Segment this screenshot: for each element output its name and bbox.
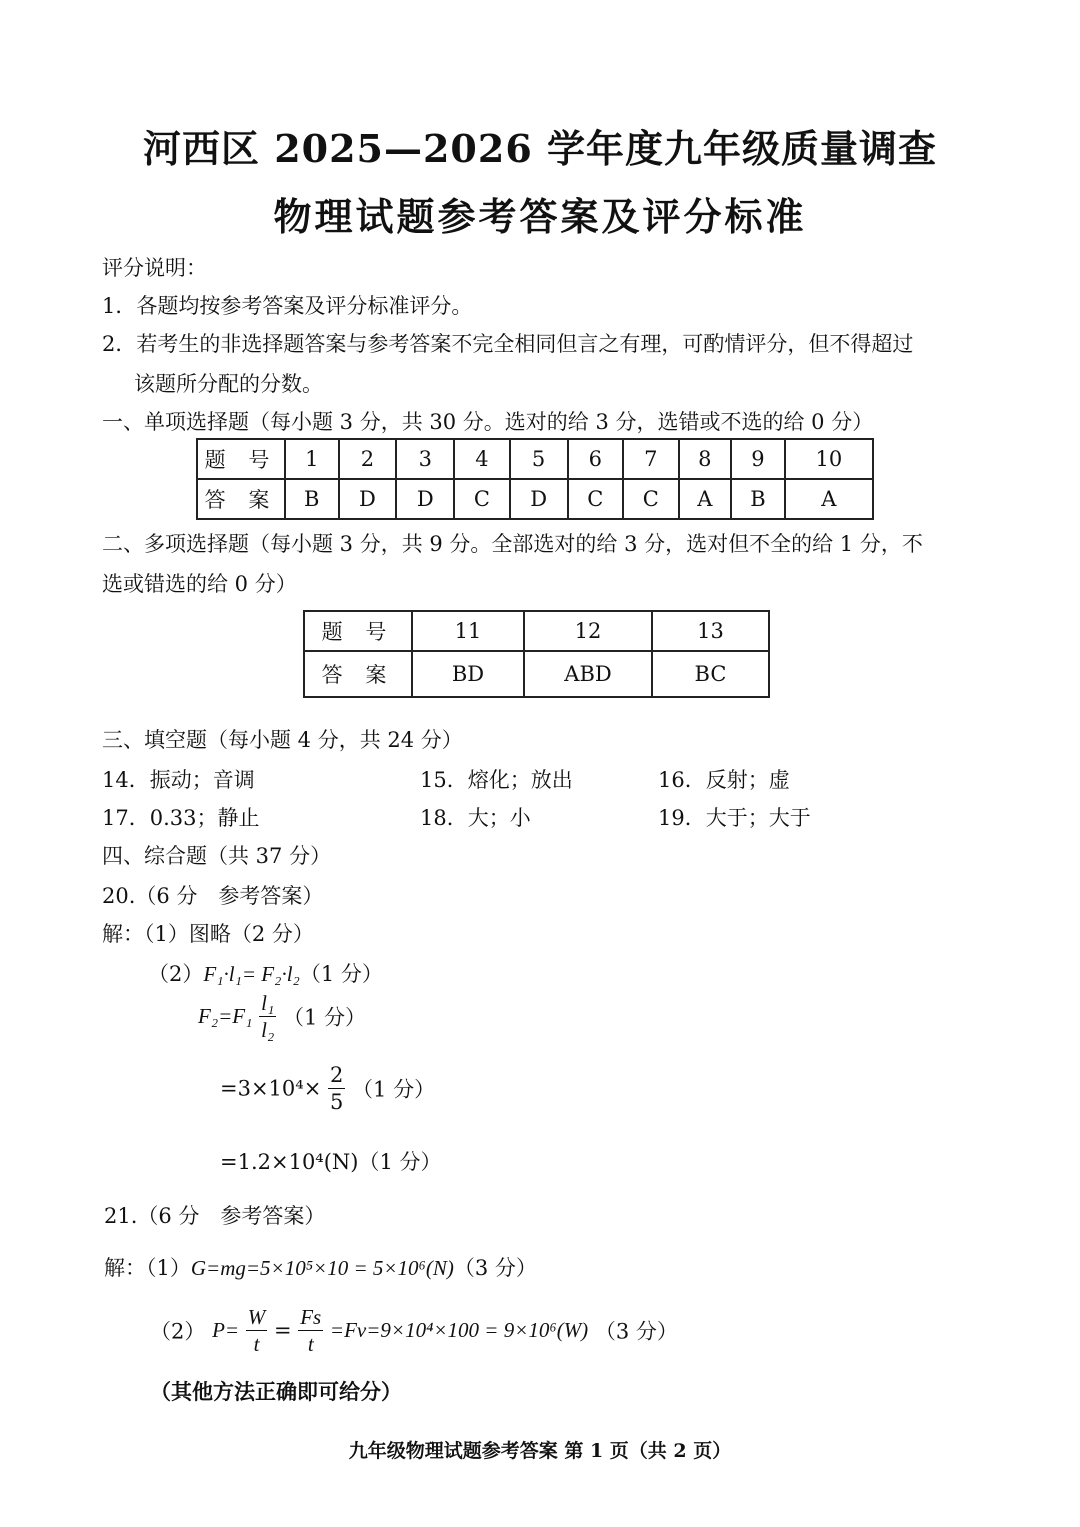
question-number: 5 [510, 439, 568, 479]
fraction-denominator: t [253, 1332, 260, 1356]
q21-part2-prefix: （2） [150, 1319, 206, 1344]
note-1: 1．各题均按参考答案及评分标准评分。 [102, 294, 473, 318]
answer-cell: B [731, 479, 785, 519]
question-number: 12 [524, 611, 652, 651]
question-number: 6 [568, 439, 623, 479]
q21-part2-rest: =Fv=9×10⁴×100 = 9×10⁶(W) [329, 1318, 589, 1342]
fraction-numerator: W [247, 1305, 266, 1329]
q21-fraction-w-over-t [246, 1304, 268, 1357]
section2-heading-cont: 选或错选的给 0 分） [102, 572, 297, 596]
q20-step3-fraction [328, 1062, 345, 1115]
table-row [197, 479, 873, 519]
fill-answer-15: 15．熔化；放出 [420, 768, 573, 792]
q20-step2-score: （1 分） [282, 1005, 366, 1030]
question-number: 4 [454, 439, 509, 479]
answer-cell: D [339, 479, 397, 519]
q21-part2-score: （3 分） [594, 1319, 678, 1344]
q20-part2-score: （1 分） [299, 962, 383, 986]
table-row [197, 439, 873, 479]
q20-step2-lhs: F₂=F₁ [198, 1004, 253, 1028]
fraction-numerator: 2 [329, 1063, 344, 1087]
q21-part2: （2） P= $\frac{W}{t}$ = $\frac{Fs}{t}$ =Fv=9×10⁴×100 = 9×10⁶(W) （3 分） [150, 1305, 678, 1356]
answer-cell: C [623, 479, 678, 519]
section4-heading: 四、综合题（共 37 分） [102, 844, 332, 868]
question-number: 2 [339, 439, 397, 479]
section2-heading: 二、多项选择题（每小题 3 分，共 9 分。全部选对的给 3 分，选对但不全的给 1 分，不 [102, 532, 923, 556]
answer-cell: C [454, 479, 509, 519]
answer-cell: C [568, 479, 623, 519]
question-number: 1 [285, 439, 339, 479]
question-number: 13 [652, 611, 769, 651]
fraction-denominator: t [307, 1332, 314, 1356]
fraction-numerator: Fs [300, 1305, 322, 1329]
section1-heading: 一、单项选择题（每小题 3 分，共 30 分。选对的给 3 分，选错或不选的给 0 分） [102, 410, 874, 434]
q20-step3-score: （1 分） [352, 1077, 436, 1102]
answer-cell: BD [412, 651, 524, 697]
note-2: 2．若考生的非选择题答案与参考答案不完全相同但言之有理，可酌情评分，但不得超过 [102, 332, 914, 356]
page-title: 河西区 2025—2026 学年度九年级质量调查 [143, 126, 937, 171]
q21-note: （其他方法正确即可给分） [150, 1379, 402, 1404]
table-row [304, 611, 769, 651]
question-number: 11 [412, 611, 524, 651]
q20-part2 [148, 958, 383, 988]
notes-heading: 评分说明： [102, 256, 207, 280]
q21-part2-lhs: P= [212, 1318, 240, 1342]
q21-label: 21.（6 分 参考答案） [104, 1204, 326, 1228]
q21-part1-prefix: 解：（1） [104, 1256, 191, 1280]
q20-part1: 解：（1）图略（2 分） [102, 922, 314, 946]
q21-part1 [104, 1252, 537, 1282]
section3-heading: 三、填空题（每小题 4 分，共 24 分） [102, 728, 463, 752]
question-number: 8 [679, 439, 732, 479]
q20-label: 20.（6 分 参考答案） [102, 884, 324, 908]
answer-cell: D [510, 479, 568, 519]
row-label-question: 题 号 [304, 611, 412, 651]
fill-answer-19: 19．大于；大于 [658, 806, 811, 830]
row-label-answer: 答 案 [197, 479, 285, 519]
question-number: 3 [396, 439, 454, 479]
q20-part2-prefix: （2） [148, 962, 204, 986]
fraction-denominator: l₂ [261, 1018, 275, 1042]
page-subtitle: 物理试题参考答案及评分标准 [273, 194, 807, 239]
answer-cell: D [396, 479, 454, 519]
fill-answer-16: 16．反射；虚 [658, 768, 790, 792]
fill-answer-14: 14．振动；音调 [102, 768, 255, 792]
multiple-choice-table [303, 610, 770, 698]
q21-part1-formula: G=mg=5×10⁵×10 = 5×10⁶(N) [190, 1256, 454, 1280]
q20-step4-value: =1.2×10⁴(N) [220, 1150, 359, 1174]
q21-fraction-fs-over-t [298, 1304, 323, 1357]
q21-part1-score: （3 分） [453, 1256, 537, 1280]
answer-cell: A [679, 479, 732, 519]
table-row [304, 651, 769, 697]
q20-part2-formula: F₁·l₁= F₂·l₂ [203, 962, 300, 986]
q20-step2-fraction [259, 990, 276, 1043]
answer-cell: A [785, 479, 873, 519]
q20-step3 [220, 1062, 435, 1115]
question-number: 9 [731, 439, 785, 479]
page-footer: 九年级物理试题参考答案 第 1 页（共 2 页） [348, 1440, 732, 1462]
q20-step3-lhs: =3×10⁴× [220, 1076, 322, 1101]
q20-step4 [220, 1146, 442, 1176]
row-label-question: 题 号 [197, 439, 285, 479]
fraction-numerator: l₁ [261, 991, 275, 1015]
question-number: 7 [623, 439, 678, 479]
answer-cell: BC [652, 651, 769, 697]
fill-answer-18: 18．大；小 [420, 806, 531, 830]
q20-step4-score: （1 分） [358, 1150, 442, 1174]
q20-step2 [198, 990, 366, 1043]
fill-answer-17: 17．0.33；静止 [102, 806, 260, 830]
row-label-answer: 答 案 [304, 651, 412, 697]
note-2-cont: 该题所分配的分数。 [134, 372, 323, 396]
answer-cell: ABD [524, 651, 652, 697]
question-number: 10 [785, 439, 873, 479]
answer-cell: B [285, 479, 339, 519]
fraction-denominator: 5 [329, 1090, 344, 1114]
single-choice-table [196, 438, 874, 520]
